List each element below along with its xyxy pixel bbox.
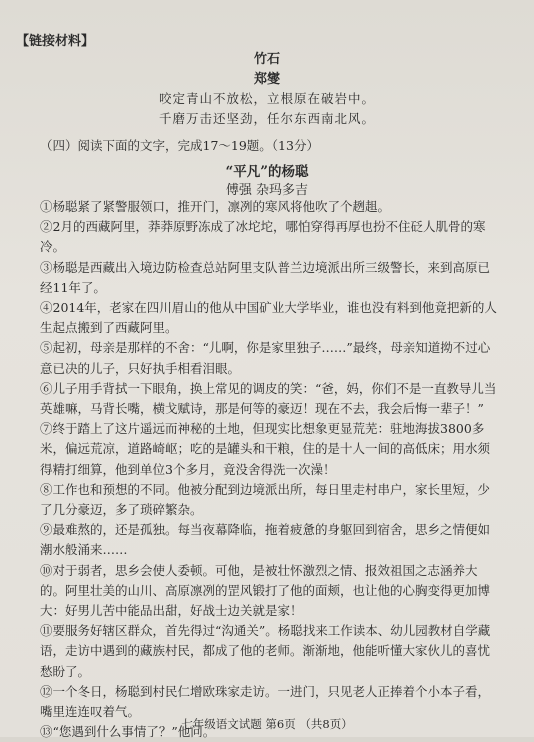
paragraph-11: ⑪要服务好辖区群众，首先得过“沟通关”。杨聪找来工作读本、幼儿园教材自学藏语，走访中遇到的藏族村民，都成了他的老师。渐渐地，他能听懂大家伙儿的喜忧愁盼了。 bbox=[40, 623, 491, 679]
paragraph-13: ⑬“您遇到什么事情了？”他问。 bbox=[40, 724, 216, 740]
poem-line-2: 千磨万击还坚劲，任尔东西南北风。 bbox=[158, 111, 375, 126]
article-title: “平凡”的杨聪 bbox=[225, 164, 309, 180]
article-body bbox=[40, 197, 502, 742]
poem-line-1: 咬定青山不放松，立根原在破岩中。 bbox=[158, 91, 375, 106]
article-author: 傅强 杂玛多吉 bbox=[225, 183, 309, 198]
paragraph-10: ⑩对于弱者，思乡会使人委顿。可他，是被壮怀激烈之情、报效祖国之志涵养大的。阿里壮美的山川、高原凛冽的罡风锻打了他的面颊，也让他的心胸变得更加博大：好男儿苦中能品出甜，好战士边关就是家！ bbox=[40, 562, 491, 619]
paragraph-12: ⑫一个冬日，杨聪到村民仁增欧珠家走访。一进门，只见老人正捧着个小本子看，嘴里连连叹着气。 bbox=[40, 683, 491, 720]
paragraph-3: ③杨聪是西藏出入境边防检查总站阿里支队普兰边境派出所三级警长，来到高原已经11年了。 bbox=[40, 259, 491, 295]
poem-author: 郑燮 bbox=[253, 72, 280, 87]
paragraph-6: ⑥儿子用手背拭一下眼角，换上常见的调皮的笑：“爸，妈，你们不是一直教导儿当英雄嘛，马背长嘴，横戈赋诗，那是何等的豪迈！现在不去，我会后悔一辈子！” bbox=[40, 380, 497, 417]
paragraph-2: ②2月的西藏阿里，莽莽原野冻成了冰坨坨，哪怕穿得再厚也扮不住砭人肌骨的寒冷。 bbox=[40, 219, 486, 255]
paragraph-5: ⑤起初，母亲是那样的不舍：“儿啊，你是家里独子……”最终，母亲知道拗不过心意已决的儿子，只好执手相看泪眼。 bbox=[40, 340, 491, 376]
paragraph-8: ⑧工作也和预想的不同。他被分配到边境派出所，每日里走村串户，家长里短，少了几分豪迈，多了琐碎繁杂。 bbox=[40, 481, 491, 518]
poem-title: 竹石 bbox=[253, 52, 280, 67]
section-heading: （四）阅读下面的文字，完成17～19题。（13分） bbox=[40, 138, 319, 153]
link-material-heading: 【链接材料】 bbox=[16, 34, 95, 49]
page-footer: 七年级语文试题 第6页 （共8页） bbox=[181, 717, 353, 731]
paragraph-4: ④2014年，老家在四川眉山的他从中国矿业大学毕业，谁也没有料到他竟把新的人生起点搬到了西藏阿里。 bbox=[40, 300, 497, 336]
paragraph-7: ⑦终于踏上了这片遥远而神秘的土地，但现实比想象更显荒芜：驻地海拔3800多米，偏远荒凉，道路崎岖；吃的是罐头和干粮，住的是十人一间的高低床；用水须得精打细算，他到单位3个多月，竟没舍得洗一次澡！ bbox=[40, 421, 491, 477]
paragraph-1: ①杨聪紧了紧警服领口，推开门，凛冽的寒风将他吹了个趔趄。 bbox=[40, 199, 391, 214]
paragraph-9: ⑨最难熬的，还是孤独。每当夜幕降临，拖着疲惫的身躯回到宿舍，思乡之情便如潮水般涌来…… bbox=[40, 522, 491, 558]
